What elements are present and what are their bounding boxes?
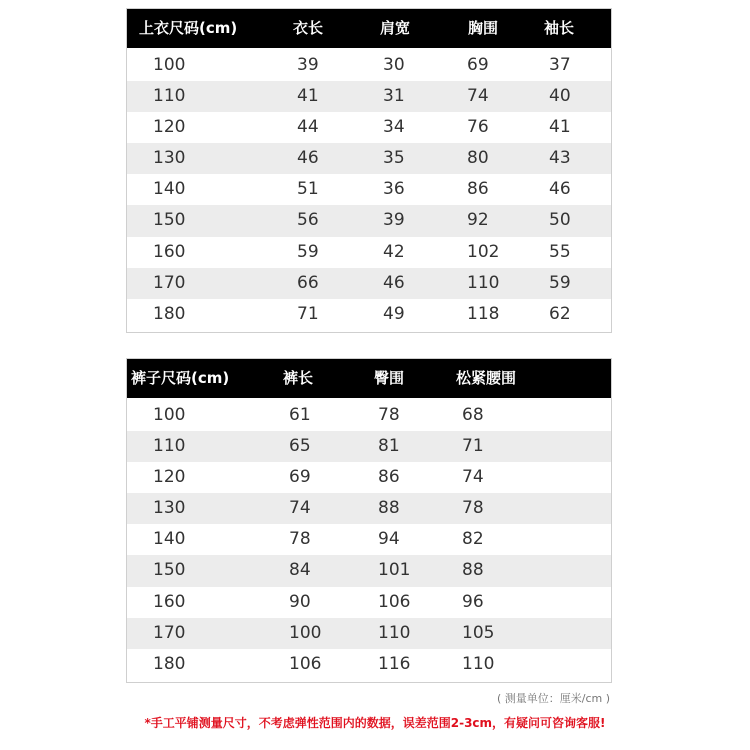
- top-header-sleeve: 袖长: [544, 19, 575, 37]
- bottom-table-row: [127, 618, 611, 649]
- bottom-table-cell: 100: [289, 622, 322, 643]
- bottom-table-cell: 106: [378, 591, 411, 612]
- top-table-cell: 44: [297, 117, 319, 138]
- bottom-table-cell: 81: [378, 436, 400, 457]
- bottom-table-cell: 130: [153, 498, 186, 519]
- top-table-row: [127, 205, 611, 236]
- bottom-table-cell: 150: [153, 560, 186, 581]
- bottom-table-row: [127, 431, 611, 462]
- bottom-header-waist: 松紧腰围: [456, 369, 517, 387]
- top-table-cell: 40: [549, 86, 571, 107]
- top-table-cell: 120: [153, 117, 186, 138]
- bottom-table-cell: 90: [289, 591, 311, 612]
- bottom-header-size: 裤子尺码(cm): [131, 369, 230, 387]
- top-table-row: [127, 268, 611, 299]
- bottom-table-cell: 100: [153, 405, 186, 425]
- bottom-table-cell: 82: [462, 529, 484, 550]
- bottom-table-cell: 78: [462, 498, 484, 519]
- top-table-cell: 170: [153, 272, 186, 293]
- bottom-table-cell: 180: [153, 653, 186, 674]
- unit-note: ( 测量单位：厘米/cm ): [496, 692, 610, 705]
- bottom-table-cell: 140: [153, 529, 186, 550]
- bottom-table-row: [127, 555, 611, 586]
- top-table-row: [127, 237, 611, 268]
- bottom-table-row: [127, 400, 611, 431]
- top-table-cell: 74: [467, 86, 489, 107]
- top-table-cell: 46: [383, 272, 405, 293]
- top-table-cell: 39: [297, 55, 319, 75]
- top-header-chest: 胸围: [468, 19, 499, 37]
- top-table-cell: 80: [467, 148, 489, 169]
- bottom-table-cell: 74: [289, 498, 311, 519]
- top-table-cell: 92: [467, 210, 489, 231]
- bottom-table-row: [127, 493, 611, 524]
- top-table-cell: 118: [467, 303, 500, 324]
- top-table-cell: 34: [383, 117, 405, 138]
- top-table-cell: 50: [549, 210, 571, 231]
- top-table-cell: 49: [383, 303, 405, 324]
- bottom-table-cell: 96: [462, 591, 484, 612]
- top-table-cell: 43: [549, 148, 571, 169]
- bottom-table-cell: 84: [289, 560, 311, 581]
- top-table-header: [127, 9, 611, 48]
- bottom-table-cell: 110: [378, 622, 411, 643]
- bottom-table-cell: 106: [289, 653, 322, 674]
- bottom-table-header: [127, 359, 611, 398]
- bottom-table-cell: 61: [289, 405, 311, 425]
- top-table-row: [127, 143, 611, 174]
- top-table-cell: 59: [549, 272, 571, 293]
- top-table-cell: 35: [383, 148, 405, 169]
- bottom-table-cell: 88: [378, 498, 400, 519]
- bottom-table-cell: 160: [153, 591, 186, 612]
- bottom-table-row: [127, 462, 611, 493]
- top-header-shoulder: 肩宽: [380, 19, 411, 37]
- top-table-cell: 180: [153, 303, 186, 324]
- bottom-table-cell: 110: [462, 653, 495, 674]
- top-size-table: [126, 8, 612, 333]
- bottom-table-cell: 105: [462, 622, 495, 643]
- top-table-row: [127, 299, 611, 330]
- top-table-cell: 160: [153, 241, 186, 262]
- bottom-table-cell: 101: [378, 560, 411, 581]
- top-table-cell: 51: [297, 179, 319, 200]
- top-header-length: 衣长: [293, 19, 324, 37]
- bottom-table-cell: 68: [462, 405, 484, 425]
- bottom-table-cell: 88: [462, 560, 484, 581]
- bottom-table-row: [127, 587, 611, 618]
- top-table-cell: 150: [153, 210, 186, 231]
- top-table-cell: 69: [467, 55, 489, 75]
- bottom-table-cell: 74: [462, 467, 484, 488]
- top-table-cell: 62: [549, 303, 571, 324]
- top-table-cell: 100: [153, 55, 186, 75]
- top-table-cell: 59: [297, 241, 319, 262]
- top-table-cell: 76: [467, 117, 489, 138]
- top-table-cell: 36: [383, 179, 405, 200]
- top-table-cell: 86: [467, 179, 489, 200]
- bottom-table-cell: 116: [378, 653, 411, 674]
- bottom-table-cell: 86: [378, 467, 400, 488]
- top-table-cell: 55: [549, 241, 571, 262]
- bottom-table-cell: 120: [153, 467, 186, 488]
- top-table-cell: 56: [297, 210, 319, 231]
- top-table-cell: 42: [383, 241, 405, 262]
- top-table-cell: 71: [297, 303, 319, 324]
- bottom-header-pants-length: 裤长: [283, 369, 314, 387]
- top-table-row: [127, 174, 611, 205]
- top-table-cell: 140: [153, 179, 186, 200]
- top-table-row: [127, 81, 611, 112]
- bottom-table-row: [127, 524, 611, 555]
- bottom-table-cell: 170: [153, 622, 186, 643]
- top-table-cell: 130: [153, 148, 186, 169]
- bottom-table-cell: 94: [378, 529, 400, 550]
- bottom-size-table: [126, 358, 612, 683]
- top-table-cell: 30: [383, 55, 405, 75]
- top-table-cell: 46: [297, 148, 319, 169]
- top-table-cell: 110: [153, 86, 186, 107]
- bottom-table-cell: 110: [153, 436, 186, 457]
- top-table-cell: 46: [549, 179, 571, 200]
- bottom-table-cell: 65: [289, 436, 311, 457]
- bottom-table-body: [127, 398, 611, 682]
- top-table-cell: 37: [549, 55, 571, 75]
- top-table-cell: 102: [467, 241, 500, 262]
- top-header-size: 上衣尺码(cm): [139, 19, 238, 37]
- top-table-cell: 41: [297, 86, 319, 107]
- bottom-header-hip: 臀围: [374, 369, 405, 387]
- bottom-table-cell: 78: [289, 529, 311, 550]
- bottom-table-cell: 71: [462, 436, 484, 457]
- top-table-cell: 66: [297, 272, 319, 293]
- top-table-cell: 39: [383, 210, 405, 231]
- top-table-body: [127, 48, 611, 332]
- bottom-table-cell: 78: [378, 405, 400, 425]
- top-table-cell: 31: [383, 86, 405, 107]
- top-table-cell: 41: [549, 117, 571, 138]
- bottom-table-row: [127, 649, 611, 680]
- bottom-table-cell: 69: [289, 467, 311, 488]
- top-table-row: [127, 50, 611, 81]
- measurement-warning: *手工平铺测量尺寸，不考虑弹性范围内的数据，误差范围2-3cm，有疑问可咨询客服!: [144, 716, 606, 730]
- top-table-row: [127, 112, 611, 143]
- top-table-cell: 110: [467, 272, 500, 293]
